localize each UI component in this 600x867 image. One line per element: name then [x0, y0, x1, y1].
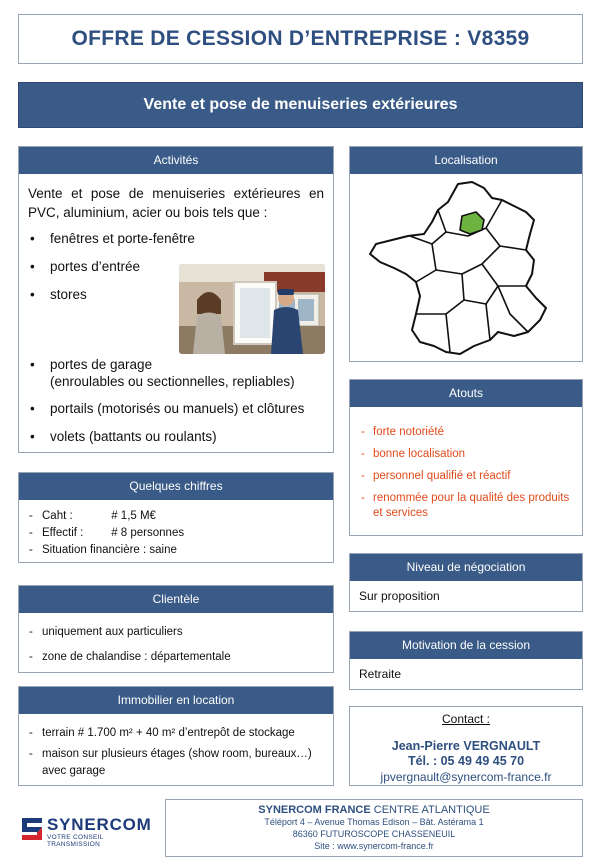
immobilier-panel [18, 686, 334, 786]
activites-intro: Vente et pose de menuiseries extérieures en PVC, aluminium, acier ou bois tels que : [28, 186, 324, 220]
localisation-heading: Localisation [350, 147, 582, 174]
logo-tagline: VOTRE CONSEIL TRANSMISSION [47, 834, 104, 848]
effectif-label: Effectif : [42, 527, 84, 539]
niveau-panel [349, 553, 583, 612]
activites-garage-note: (enroulables ou sectionnelles, repliables) [50, 374, 295, 389]
list-item: • portes d’entrée [28, 258, 324, 275]
list-item [28, 508, 324, 525]
footer-box [165, 799, 583, 857]
contact-panel [349, 706, 583, 786]
localisation-panel [349, 146, 583, 362]
synercom-logo-icon [18, 814, 46, 844]
chiffres-heading: Quelques chiffres [19, 473, 333, 500]
list-item: • stores [28, 286, 324, 303]
clientele-heading: Clientèle [19, 586, 333, 613]
list-item: - zone de chalandise : départementale [28, 649, 324, 666]
effectif-value: # 8 personnes [111, 527, 185, 539]
footer-address2: 86360 FUTUROSCOPE CHASSENEUIL [292, 829, 456, 839]
offer-title-box [18, 14, 583, 64]
logo-word: SYNERCOM [47, 815, 152, 834]
footer-address1: Téléport 4 – Avenue Thomas Edison – Bât. Astérama 1 [264, 817, 484, 827]
chiffres-panel [18, 472, 334, 563]
motivation-value: Retraite [359, 667, 402, 681]
activites-heading: Activités [19, 147, 333, 174]
contact-name: Jean-Pierre VERGNAULT [391, 739, 541, 753]
list-item [28, 525, 324, 542]
caht-value: # 1,5 M€ [111, 510, 156, 522]
offer-subtitle-bar [18, 82, 583, 128]
activites-panel [18, 146, 334, 453]
list-item: - bonne localisation [359, 447, 573, 462]
niveau-heading: Niveau de négociation [350, 554, 582, 581]
synercom-logo [18, 811, 152, 848]
contact-label: Contact : [441, 712, 491, 726]
list-item [28, 356, 324, 390]
list-item: • portails (motorisés ou manuels) et clôtures [28, 400, 324, 417]
immobilier-heading: Immobilier en location [19, 687, 333, 714]
list-item: - Situation financière : saine [28, 542, 324, 559]
activites-garage-label: portes de garage [50, 357, 153, 372]
list-item: - terrain # 1.700 m² + 40 m² d’entrepôt de stockage [28, 725, 324, 742]
contact-email[interactable]: jpvergnault@synercom-france.fr [380, 770, 552, 784]
footer-company-line [166, 804, 582, 816]
installers-photo [179, 264, 325, 354]
list-item: • fenêtres et porte-fenêtre [28, 230, 324, 247]
list-item: - forte notoriété [359, 425, 573, 440]
atouts-heading: Atouts [350, 380, 582, 407]
list-item: - uniquement aux particuliers [28, 624, 324, 641]
contact-phone: Tél. : 05 49 49 45 70 [407, 754, 525, 768]
clientele-panel [18, 585, 334, 673]
motivation-panel [349, 631, 583, 690]
offer-title: OFFRE DE CESSION D’ENTREPRISE : V8359 [71, 27, 530, 50]
caht-label: Caht : [42, 510, 73, 522]
list-item: - renommée pour la qualité des produits et services [359, 491, 573, 521]
france-map [350, 174, 582, 361]
footer-region: CENTRE ATLANTIQUE [373, 804, 490, 816]
atouts-panel [349, 379, 583, 536]
list-item: - personnel qualifié et réactif [359, 469, 573, 484]
niveau-value: Sur proposition [359, 589, 440, 603]
list-item: • volets (battants ou roulants) [28, 428, 324, 445]
footer-company: SYNERCOM FRANCE [258, 804, 371, 816]
motivation-heading: Motivation de la cession [350, 632, 582, 659]
list-item: - maison sur plusieurs étages (show room, bureaux…) avec garage [28, 746, 324, 780]
highlighted-region [460, 212, 484, 234]
footer-site[interactable]: Site : www.synercom-france.fr [314, 841, 434, 851]
offer-subtitle: Vente et pose de menuiseries extérieures [143, 96, 458, 113]
